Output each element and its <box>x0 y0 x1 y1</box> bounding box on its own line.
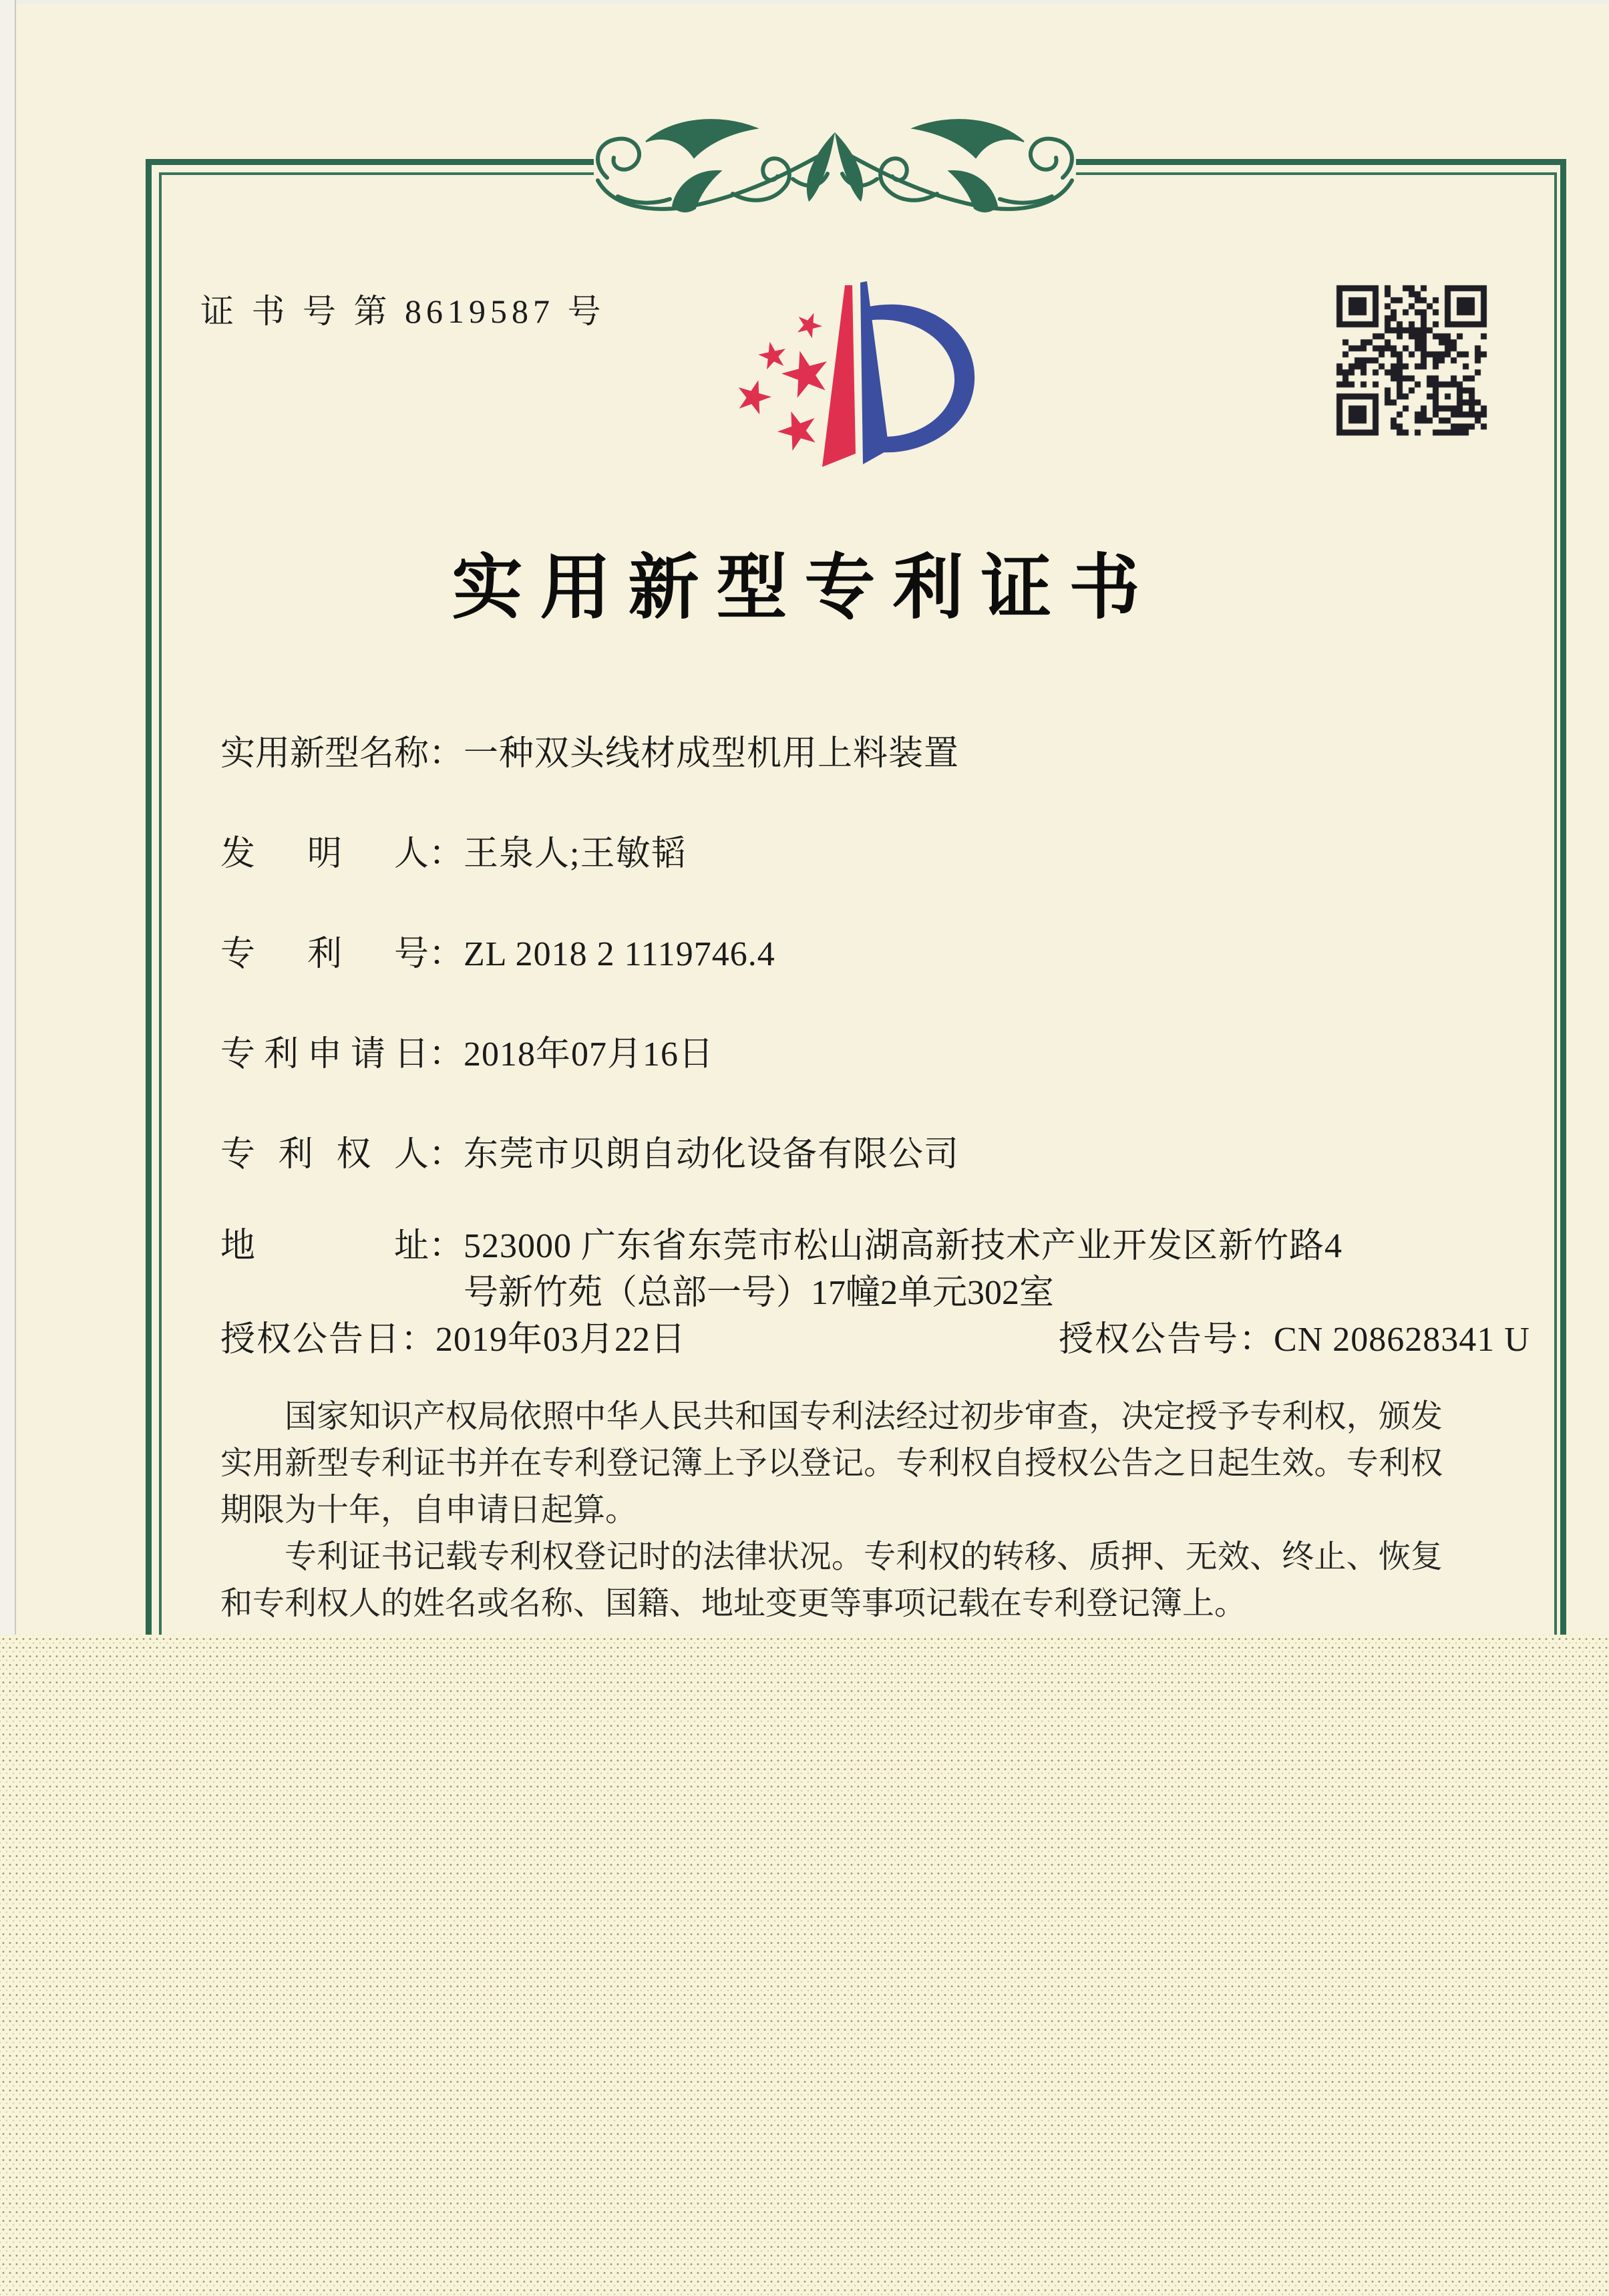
field-value: 东莞市贝朗自动化设备有限公司 <box>464 1136 960 1174</box>
grant-number-value: CN 208628341 U <box>1274 1321 1530 1359</box>
grant-number-label: 授权公告号 <box>1059 1321 1240 1359</box>
scan-edge-left <box>0 0 16 1635</box>
field-value-address-line2: 号新竹苑（总部一号）17幢2单元302室 <box>464 1274 1055 1312</box>
page-title: 实用新型专利证书 <box>452 549 1157 627</box>
field-row-filing-date: 专利申请日：2018年07月16日 <box>220 1025 714 1076</box>
field-row-inventor: 发明人：王泉人;王敏韬 <box>220 825 686 875</box>
field-label: 实用新型名称 <box>220 735 429 773</box>
legal-text-block <box>220 1393 1443 1627</box>
legal-paragraph: 专利证书记载专利权登记时的法律状况。专利权的转移、质押、无效、终止、恢复和专利权人的姓名或名称、国籍、地址变更等事项记载在专利登记簿上。 <box>220 1539 1443 1621</box>
field-label: 专利申请日 <box>220 1035 429 1074</box>
field-label: 地址 <box>220 1227 429 1265</box>
field-row-patent-number: 专利号：ZL 2018 2 1119746.4 <box>220 925 775 975</box>
field-label: 发明人 <box>220 835 429 873</box>
grant-date-label: 授权公告日 <box>220 1321 401 1359</box>
field-value: 523000 广东省东莞市松山湖高新技术产业开发区新竹路4 <box>464 1227 1343 1265</box>
legal-paragraph: 国家知识产权局依照中华人民共和国专利法经过初步审查，决定授予专利权，颁发实用新型专利证书并在专利登记簿上予以登记。专利权自授权公告之日起生效。专利权期限为十年，自申请日起算。 <box>220 1399 1443 1528</box>
field-row-grant <box>220 1311 1530 1361</box>
field-row-address: 地址：523000 广东省东莞市松山湖高新技术产业开发区新竹路4 <box>220 1217 1343 1267</box>
field-row-patentee: 专利权人：东莞市贝朗自动化设备有限公司 <box>220 1126 959 1176</box>
qr-code <box>1334 283 1489 438</box>
scan-edge-top <box>0 0 1609 4</box>
certificate-number: 证 书 号 第 8619587 号 <box>200 293 606 330</box>
field-row-utility-model-name: 实用新型名称：一种双头线材成型机用上料装置 <box>220 725 959 775</box>
grant-number-pair: 授权公告号：CN 208628341 U <box>1059 1321 1530 1359</box>
field-value: 王泉人;王敏韬 <box>464 835 687 873</box>
scan-background <box>0 1635 1609 2296</box>
field-label: 专利权人 <box>220 1136 429 1174</box>
field-label: 专利号 <box>220 935 429 973</box>
grant-date-pair: 授权公告日：2019年03月22日 <box>220 1321 687 1359</box>
cnipa-patent-emblem-icon <box>731 276 980 476</box>
field-value: 2018年07月16日 <box>464 1035 715 1074</box>
field-value: 一种双头线材成型机用上料装置 <box>464 735 960 773</box>
green-scroll-flourish-icon <box>571 99 1099 229</box>
field-value: ZL 2018 2 1119746.4 <box>464 935 775 973</box>
grant-date-value: 2019年03月22日 <box>435 1321 687 1359</box>
